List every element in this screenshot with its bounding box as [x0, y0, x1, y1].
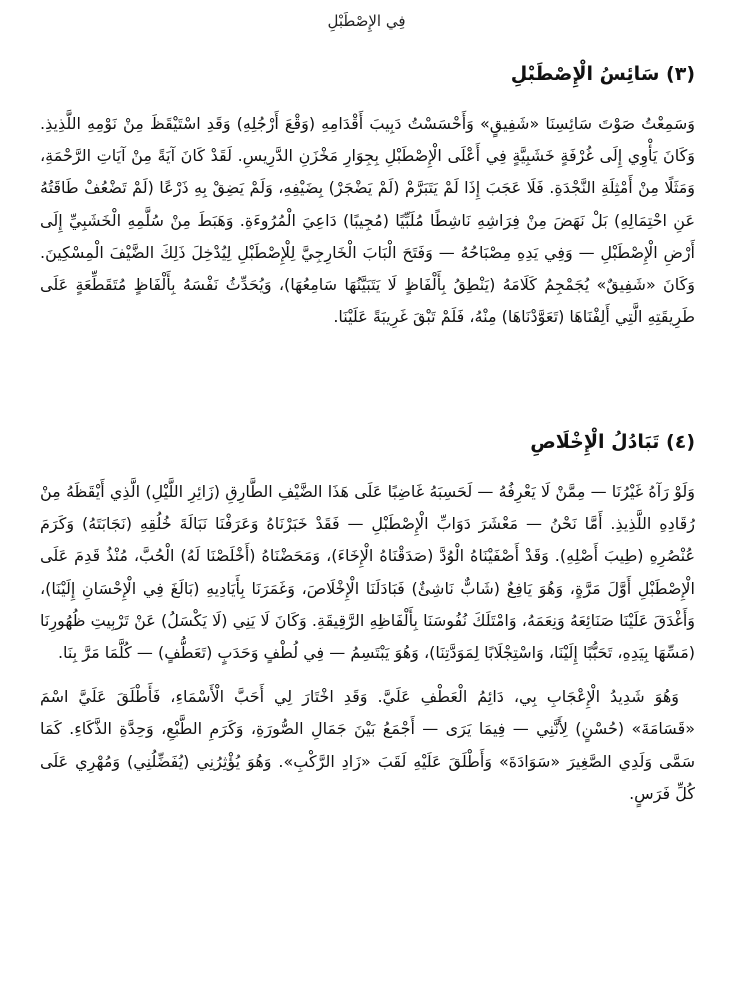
paragraph: وَسَمِعْتُ صَوْتَ سَائِسِنَا «شَفِيقٍ» وَأَحْسَسْتُ دَبِيبَ أَقْدَامِهِ (وَقْعَ أَرْجُلِهِ) وَقَدِ اسْتَيْقَظَ مِنْ نَوْمِهِ اللَّذِيذِ. وَكَانَ يَأْوِي إِلَى غُرْفَةٍ خَشَبِيَّةٍ فِي أَعْلَى الْإِصْطَبْلِ بِجِوَارِ مَخْزَنِ الدَّرِيسِ. لَقَدْ كَانَ آيَةً مِنْ آيَاتِ الرَّحْمَةِ، وَمَثَلًا مِنْ أَمْثِلَةِ النَّجْدَةِ. فَلَا عَجَبَ إِذَا لَمْ يَتَبَرَّمْ (لَمْ يَضْجَرْ) بِضَيْفِهِ، وَلَمْ يَضِقْ بِهِ ذَرْعًا (لَمْ تَضْعُفْ طَاقَتُهُ عَنِ احْتِمَالِهِ) بَلْ نَهَضَ مِنْ فِرَاشِهِ نَاشِطًا مُلَبِّيًا (مُجِيبًا) دَاعِيَ الْمُرُوءَةِ. وَهَبَطَ مِنْ سُلَّمِهِ الْخَشَبِيِّ إِلَى أَرْضِ الْإِصْطَبْلِ — وَفِي يَدِهِ مِصْبَاحُهُ — وَفَتَحَ الْبَابَ الْخَارِجِيَّ لِلْإِصْطَبْلِ لِيُدْخِلَ ذَلِكَ الضَّيْفَ الْمِسْكِينَ. وَكَانَ «شَفِيقٌ» يُجَمْجِمُ كَلَامَهُ (يَنْطِقُ بِأَلْفَاظٍ لَا يَتَبَيَّنُهَا سَامِعُهَا)، وَيُحَدِّثُ نَفْسَهُ بِأَلْفَاظٍ مُتَقَطِّعَةٍ عَلَى طَرِيقَتِهِ الَّتِي أَلِفْنَاهَا (تَعَوَّدْنَاهَا) مِنْهُ، فَلَمْ تَبْقَ غَرِيبَةً عَلَيْنَا. — [40, 114, 695, 327]
section-heading: (٣) سَائِسُ الْإِصْطَبْلِ — [510, 63, 695, 85]
running-head: فِي الإِصْطَبْلِ — [327, 12, 406, 30]
section-exchange-loyalty — [40, 422, 695, 810]
paragraph: وَهُوَ شَدِيدُ الْإِعْجَابِ بِي، دَائِمُ الْعَطْفِ عَلَيَّ. وَقَدِ اخْتَارَ لِي أَحَبَّ الْأَسْمَاءِ، فَأَطْلَقَ عَلَيَّ اسْمَ «قَسَامَةَ» (حُسْنٍ) لِأَنَّنِي — فِيمَا يَرَى — أَجْمَعُ بَيْنَ جَمَالِ الصُّورَةِ، وَكَرَمِ الطَّبْعِ، وَحِدَّةِ الذَّكَاءِ. كَمَا سَمَّى وَلَدِي الصَّغِيرَ «سَوَادَةَ» وَأَطْلَقَ عَلَيْهِ لَقَبَ «زَادِ الرَّكْبِ». وَهُوَ يُؤْثِرُنِي (يُفَضِّلُنِي) وَمُهْرِي عَلَى كُلِّ فَرَسٍ. — [40, 687, 695, 803]
section-stable-keeper — [40, 54, 695, 333]
paragraph: وَلَوْ رَآهُ غَيْرُنَا — مِمَّنْ لَا يَعْرِفُهُ — لَحَسِبَهُ غَاضِبًا عَلَى هَذَا الضَّيْفِ الطَّارِقِ (زَائِرِ اللَّيْلِ) الَّذِي أَيْقَظَهُ مِنْ رُقَادِهِ اللَّذِيذِ. أَمَّا نَحْنُ — مَعْشَرَ دَوَابِّ الْإِصْطَبْلِ — فَقَدْ خَبَرْنَاهُ وَعَرَفْنَا نَبَالَةَ خُلُقِهِ (نَجَابَتَهُ) وَكَرَمَ عُنْصُرِهِ (طِيبَ أَصْلِهِ). وَقَدْ أَصْفَيْنَاهُ الْوُدَّ (صَدَقْنَاهُ الْإِخَاءَ)، وَمَحَضْنَاهُ (أَخْلَصْنَا لَهُ) الْحُبَّ، مُنْذُ قَدِمَ عَلَى الْإِصْطَبْلِ أَوَّلَ مَرَّةٍ، وَهُوَ يَافِعٌ (شَابٌّ نَاشِئٌ) فَبَادَلَنَا الْإِخْلَاصَ، وَغَمَرَنَا بِأَيَادِيهِ (بَالَغَ فِي الْإِحْسَانِ إِلَيْنَا)، وَأَغْدَقَ عَلَيْنَا صَنَائِعَهُ وَنِعَمَهُ، وَامْتَلَكَ نُفُوسَنَا بِأَلْفَاظِهِ الرَّقِيقَةِ. وَكَانَ لَا يَنِي (لَا يَكْسَلُ) عَنْ تَرْبِيتِ ظُهُورِنَا (مَسِّهَا بِيَدِهِ، تَحَبُّبًا إِلَيْنَا، وَاسْتِجْلَابًا لِمَوَدَّتِنَا)، وَهُوَ يَبْتَسِمُ — فِي لُطْفٍ وَحَدَبٍ (تَعَطُّفٍ) — كُلَّمَا مَرَّ بِنَا. — [40, 482, 695, 663]
section-heading: (٤) تَبَادُلُ الْإِخْلَاصِ — [530, 431, 695, 453]
